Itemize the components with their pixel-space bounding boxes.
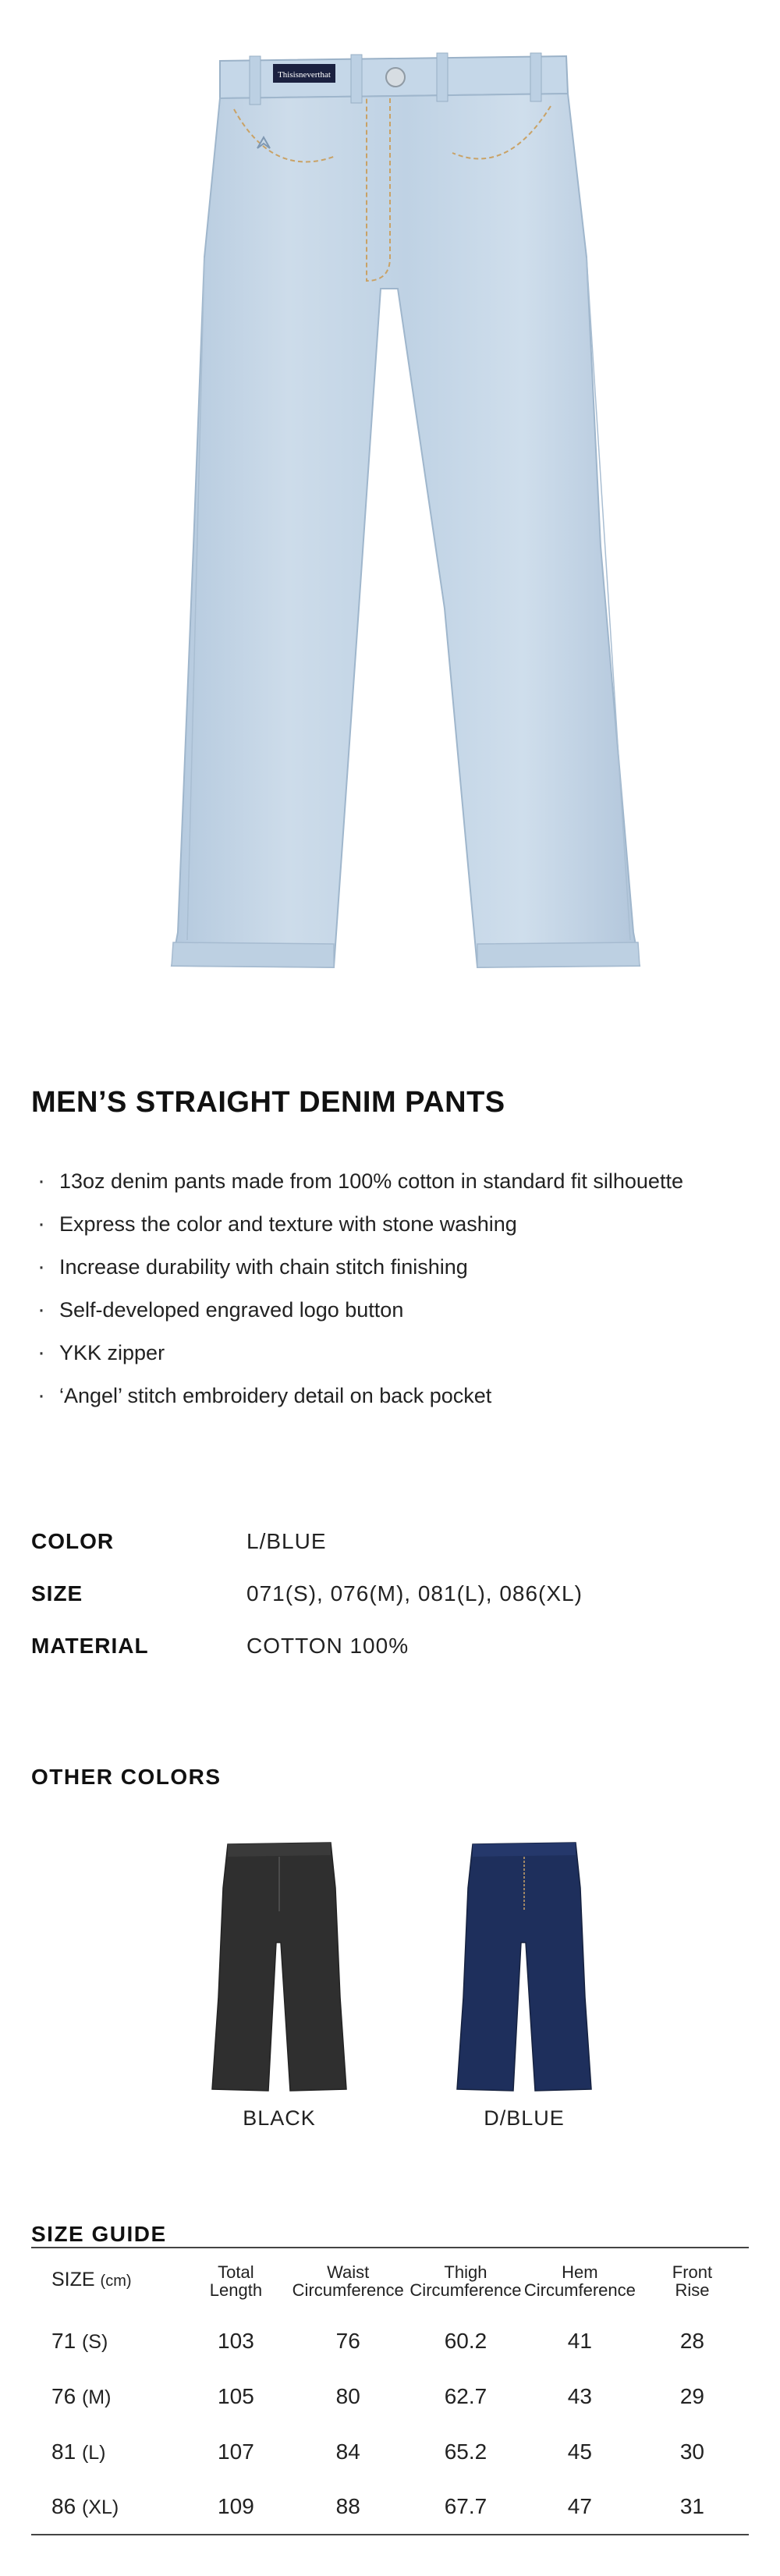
feature-list	[31, 1167, 683, 1425]
table-cell: 88	[289, 2479, 407, 2535]
size-guide-table	[31, 2247, 749, 2535]
color-label-black[interactable]: BLACK	[243, 2106, 316, 2130]
table-cell: 45	[567, 2439, 592, 2464]
spec-label: MATERIAL	[31, 1634, 149, 1658]
col-hem: Hem Circumference	[524, 2248, 636, 2313]
product-image	[0, 0, 780, 1006]
table-row	[31, 2313, 749, 2368]
feature-item: · Express the color and texture with stone washing	[31, 1210, 683, 1253]
table-cell: 60.2	[444, 2328, 488, 2353]
size-guide-heading: SIZE GUIDE	[31, 2222, 167, 2246]
table-row	[31, 2368, 749, 2424]
col-size: SIZE (cm)	[31, 2248, 183, 2313]
table-cell: 76	[335, 2328, 360, 2353]
color-label-dblue[interactable]: D/BLUE	[484, 2106, 565, 2130]
product-title: MEN’S STRAIGHT DENIM PANTS	[31, 1086, 505, 1119]
spec-material	[31, 1634, 733, 1673]
table-row	[31, 2479, 749, 2535]
table-cell: 107	[218, 2439, 254, 2464]
spec-value: COTTON 100%	[246, 1634, 410, 1658]
table-cell: 109	[183, 2479, 289, 2535]
table-cell: 103	[218, 2328, 254, 2353]
feature-item: · ‘Angel’ stitch embroidery detail on back pocket	[31, 1382, 683, 1425]
table-cell: 84	[335, 2439, 360, 2464]
color-swatch-black[interactable]	[209, 1841, 349, 2099]
spec-size	[31, 1581, 733, 1620]
col-front-rise: Front Rise	[636, 2248, 749, 2313]
table-cell: 105	[218, 2383, 254, 2408]
table-cell: 30	[679, 2439, 705, 2464]
other-colors-heading: OTHER COLORS	[31, 1765, 222, 1789]
table-cell: 67.7	[407, 2479, 524, 2535]
table-header-row	[31, 2248, 749, 2313]
spec-label: COLOR	[31, 1529, 115, 1553]
table-cell: 31	[636, 2479, 749, 2535]
feature-item: · Increase durability with chain stitch finishing	[31, 1253, 683, 1296]
feature-item: · 13oz denim pants made from 100% cotton in standard fit silhouette	[31, 1167, 683, 1210]
table-row	[31, 2424, 749, 2479]
size-cell: 71 (S)	[51, 2328, 108, 2353]
color-swatch-dblue[interactable]	[454, 1841, 594, 2099]
table-cell: 41	[567, 2328, 592, 2353]
spec-value: 071(S), 076(M), 081(L), 086(XL)	[246, 1581, 583, 1606]
col-thigh: Thigh Circumference	[407, 2248, 524, 2313]
table-cell: 65.2	[444, 2439, 488, 2464]
table-cell: 47	[524, 2479, 636, 2535]
spec-label: SIZE	[31, 1581, 83, 1606]
table-cell: 62.7	[444, 2383, 488, 2408]
table-cell: 28	[679, 2328, 705, 2353]
brand-label: Thisisneverthat	[278, 70, 331, 80]
size-cell: 76 (M)	[51, 2383, 112, 2408]
size-cell: 86 (XL)	[31, 2479, 183, 2535]
table-cell: 80	[335, 2383, 360, 2408]
spec-color	[31, 1529, 733, 1568]
col-waist: Waist Circumference	[289, 2248, 407, 2313]
size-cell: 81 (L)	[51, 2439, 106, 2464]
table-cell: 29	[679, 2383, 705, 2408]
col-total-length: Total Length	[183, 2248, 289, 2313]
spec-value: L/BLUE	[246, 1529, 327, 1553]
table-cell: 43	[567, 2383, 592, 2408]
feature-item: · Self-developed engraved logo button	[31, 1296, 683, 1339]
feature-item: · YKK zipper	[31, 1339, 683, 1382]
